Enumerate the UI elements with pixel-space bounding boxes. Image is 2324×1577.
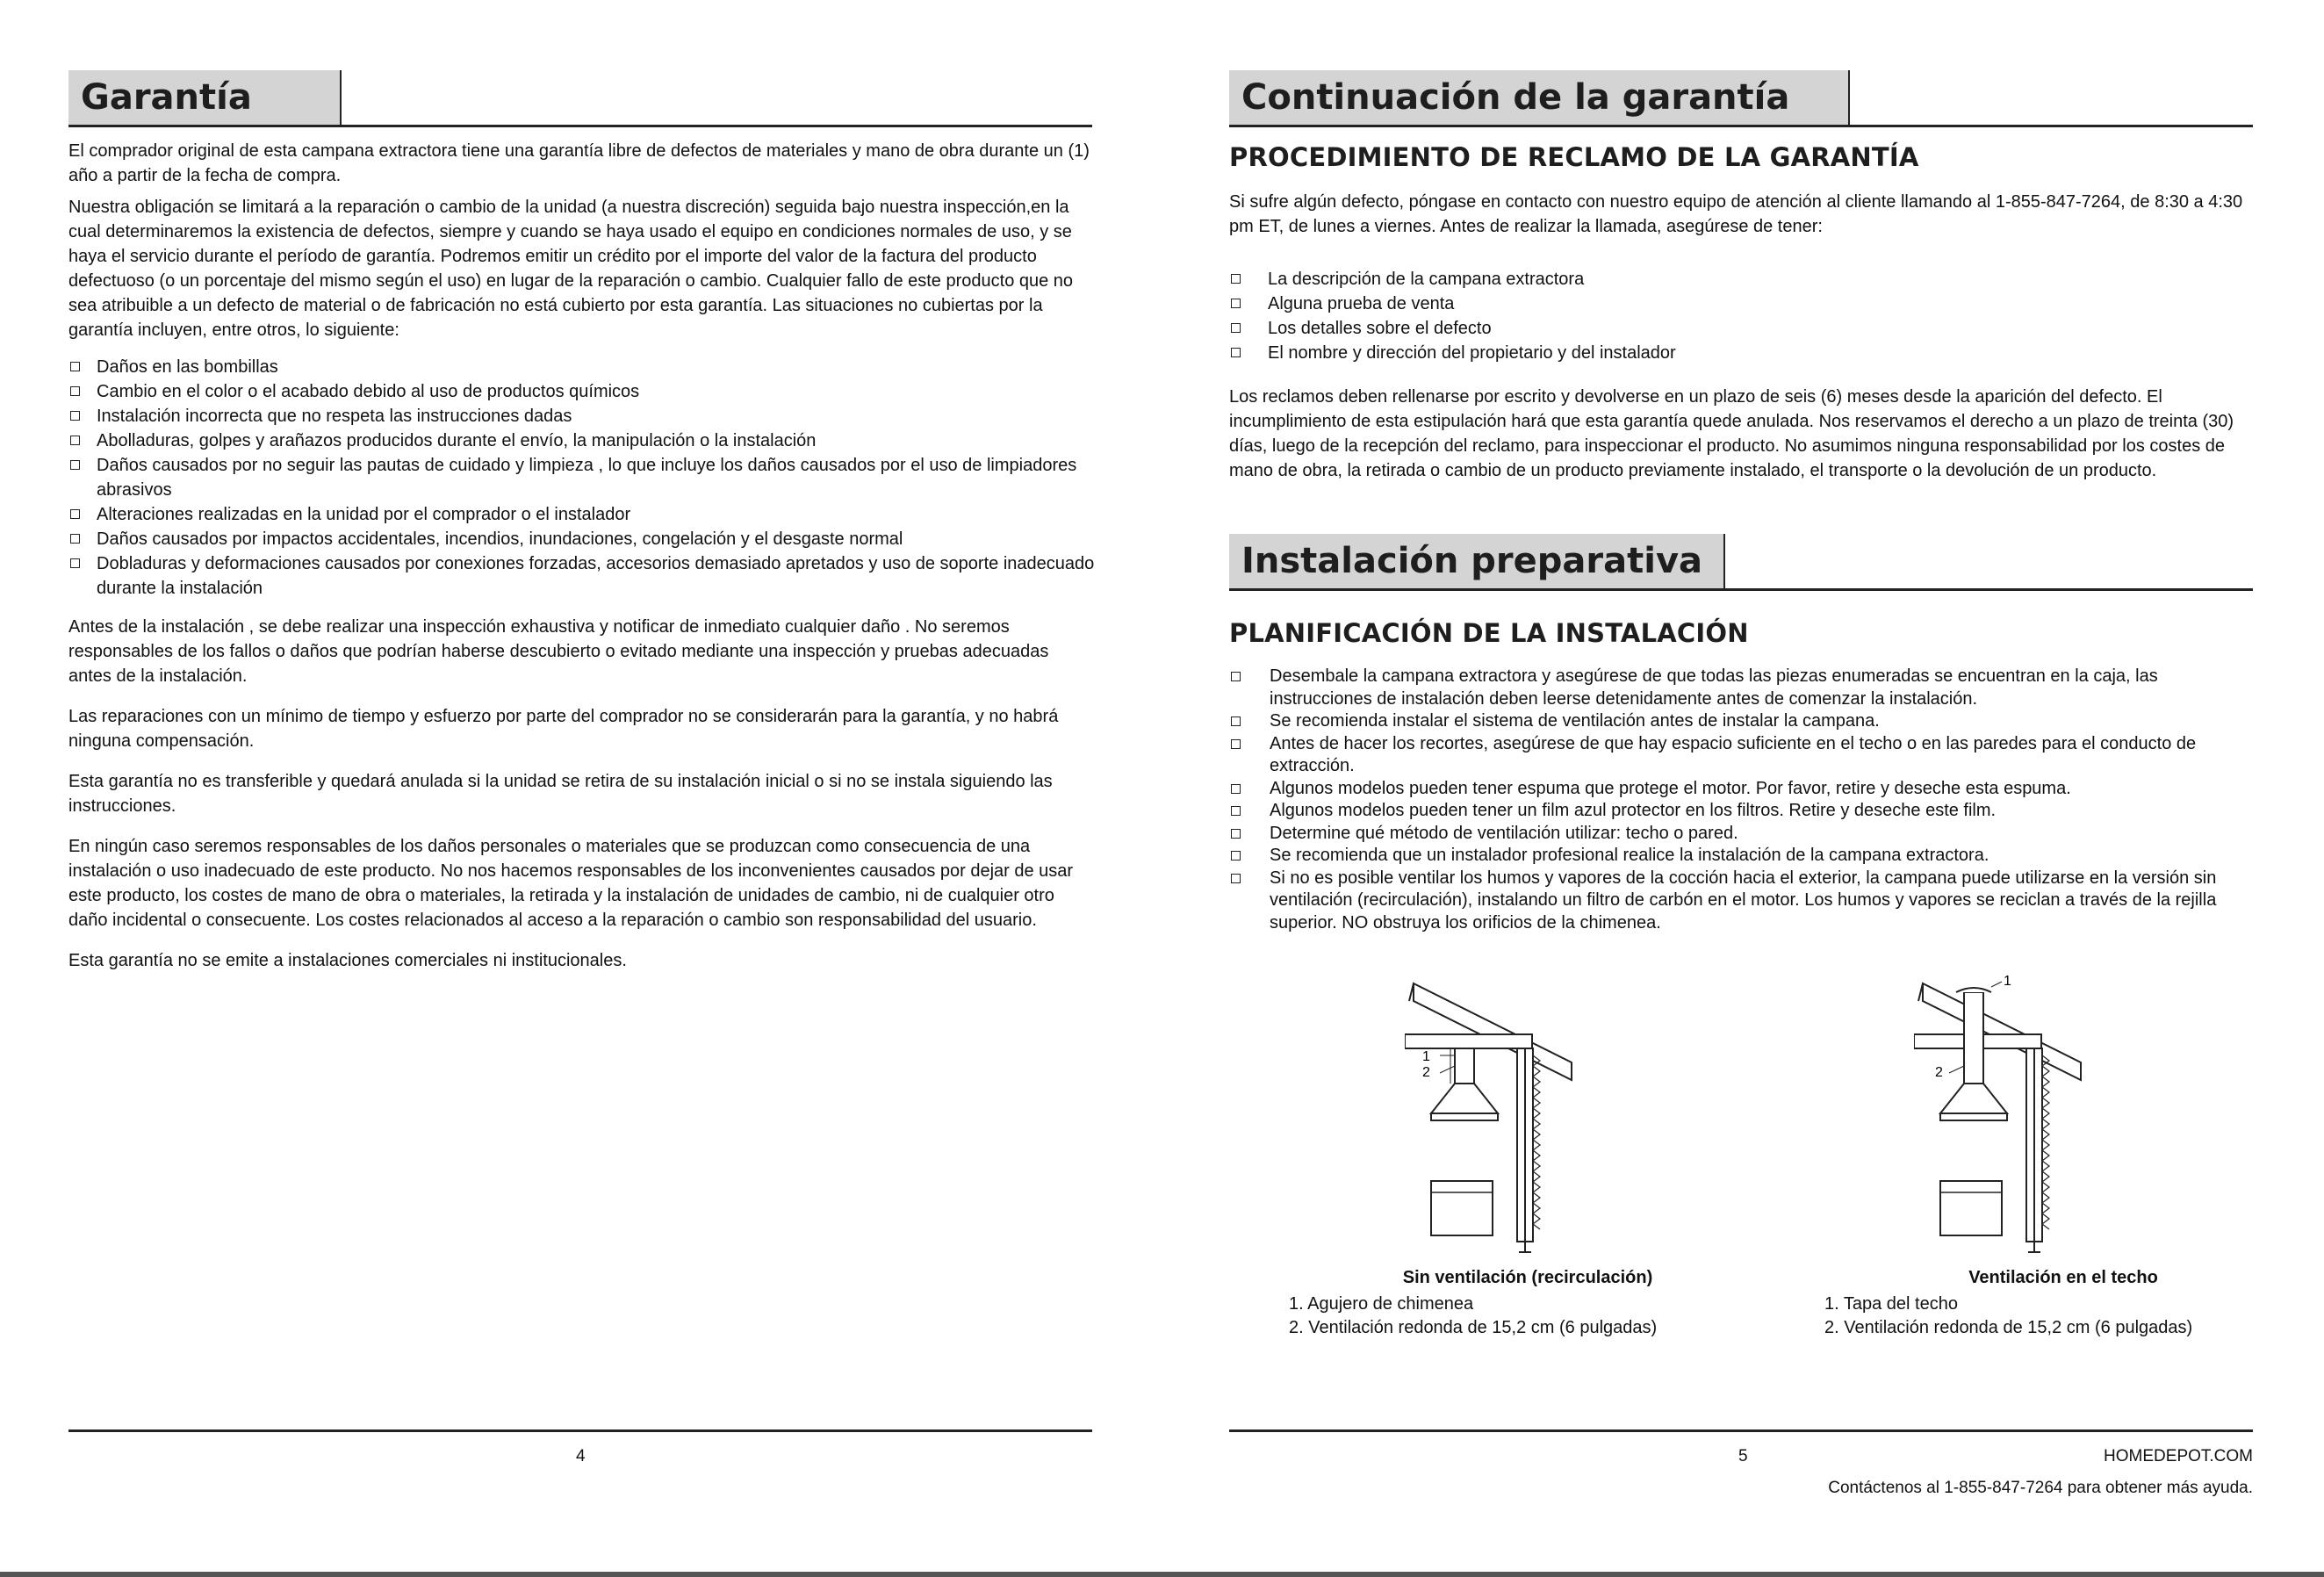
list-item: Desembale la campana extractora y asegúrese de que todas las piezas enumeradas se encuentran en la caja, las instrucciones de instalación deben leerse detenidamente antes de comenzar la instalación. <box>1229 666 2256 710</box>
warranty-obligation: Nuestra obligación se limitará a la reparación o cambio de la unidad (a nuestra discreción) seguida bajo nuestra inspección,en la cual determinaremos la existencia de defectos, siempre y cuando se haya usado el equipo en condiciones normales de uso, y se haya el servicio durante el período de garantía. Podremos emitir un crédito por el importe del valor de la factura del producto defectuoso (o un porcentaje del mismo según el uso) en lugar de la reparación o cambio. Cualquier fallo de este producto que no sea atribuible a un defecto de material o de fabricación no está cubierto por esta garantía. Las situaciones no cubiertas por la garantía incluyen, entre otros, lo siguiente: <box>68 198 1074 340</box>
warranty-intro: El comprador original de esta campana extractora tiene una garantía libre de defectos de materiales y mano de obra durante un (1) año a partir de la fecha de compra. <box>68 141 1090 185</box>
transfer-paragraph: Esta garantía no es transferible y quedará anulada si la unidad se retira de su instalación inicial o si no se instala siguiendo las instrucciones. <box>68 772 1053 816</box>
section-title: Garantía <box>68 70 342 125</box>
recirculation-diagram <box>1405 975 1633 1256</box>
page-number: 4 <box>576 1447 586 1465</box>
legend-item: 1. Tapa del techo <box>1824 1294 1958 1314</box>
list-item: Se recomienda que un instalador profesional realice la instalación de la campana extractora. <box>1229 845 2256 868</box>
list-item: Si no es posible ventilar los humos y vapores de la cocción hacia el exterior, la campana puede utilizarse en la versión sin ventilación (recirculación), instalando un filtro de carbón en el motor. Los humos y vapores se reciclan a través de la rejilla superior. NO obstruya los orificios de la chimenea. <box>1229 868 2256 935</box>
list-item: Antes de hacer los recortes, asegúrese de que hay espacio suficiente en el techo o en las paredes para el conducto de extracción. <box>1229 733 2256 778</box>
callout-1: 1 <box>1422 1049 1430 1064</box>
claim-intro: Si sufre algún defecto, póngase en contacto con nuestro equipo de atención al cliente llamando al 1-855-847-7264, de 8:30 a 4:30 pm ET, de lunes a viernes. Antes de realizar la llamada, asegúrese de tener: <box>1229 192 2243 236</box>
page-number: 5 <box>1738 1447 1748 1465</box>
ceiling-vent-caption: Ventilación en el techo <box>1968 1268 2158 1287</box>
list-item: El nombre y dirección del propietario y del instalador <box>1229 341 2256 365</box>
section-header-garantia <box>68 70 1092 127</box>
repairs-paragraph: Las reparaciones con un mínimo de tiempo y esfuerzo por parte del comprador no se considerarán para la garantía, y no habrá ninguna compensación. <box>68 707 1059 751</box>
section-title: Continuación de la garantía <box>1229 70 1850 125</box>
list-item: Daños en las bombillas <box>68 355 1096 379</box>
list-item: Cambio en el color o el acabado debido al uso de productos químicos <box>68 379 1096 404</box>
page-left <box>68 0 1096 1577</box>
website-label: HOMEDEPOT.COM <box>2104 1447 2253 1465</box>
list-item: Los detalles sobre el defecto <box>1229 316 2256 341</box>
section-title: Instalación preparativa <box>1229 534 1725 588</box>
list-item: Instalación incorrecta que no respeta las instrucciones dadas <box>68 404 1096 428</box>
list-item: Abolladuras, golpes y arañazos producidos durante el envío, la manipulación o la instalación <box>68 428 1096 453</box>
bottom-bar <box>0 1572 2324 1577</box>
list-item: La descripción de la campana extractora <box>1229 267 2256 292</box>
liability-paragraph: En ningún caso seremos responsables de los daños personales o materiales que se produzcan como consecuencia de una instalación o uso inadecuado de este producto. No nos hacemos responsables de los inconvenientes causados por dejar de usar este producto, los costes de mano de obra o materiales, la retirada y la instalación de unidades de cambio, ni de cualquier otro daño incidental o consecuente. Los costes relacionados al acceso a la reparación o cambio son responsabilidad del usuario. <box>68 837 1074 930</box>
list-item: Dobladuras y deformaciones causados por conexiones forzadas, accesorios demasiado apretados y uso de soporte inadecuado durante la instalación <box>68 551 1096 601</box>
callout-1: 1 <box>2004 975 2011 989</box>
list-item: Determine qué método de ventilación utilizar: techo o pared. <box>1229 823 2256 846</box>
list-item: Daños causados por no seguir las pautas de cuidado y limpieza , lo que incluye los daños causados por el uso de limpiadores abrasivos <box>68 453 1096 502</box>
footer-divider <box>68 1429 1092 1432</box>
recirculation-legend <box>1289 1293 1657 1340</box>
callout-2: 2 <box>1935 1065 1943 1080</box>
list-item: Se recomienda instalar el sistema de ventilación antes de instalar la campana. <box>1229 710 2256 733</box>
ceiling-vent-legend <box>1824 1293 2192 1340</box>
list-item: Alteraciones realizadas en la unidad por el comprador o el instalador <box>68 502 1096 527</box>
list-item: Daños causados por impactos accidentales, incendios, inundaciones, congelación y el desgaste normal <box>68 527 1096 551</box>
planning-heading: PLANIFICACIÓN DE LA INSTALACIÓN <box>1229 618 1749 648</box>
section-header-continuacion <box>1229 70 2253 127</box>
legend-item: 2. Ventilación redonda de 15,2 cm (6 pulgadas) <box>1289 1318 1658 1337</box>
planning-list <box>1229 666 2256 934</box>
list-item: Algunos modelos pueden tener un film azul protector en los filtros. Retire y deseche este film. <box>1229 800 2256 823</box>
legend-item: 1. Agujero de chimenea <box>1289 1294 1474 1314</box>
commercial-paragraph: Esta garantía no se emite a instalaciones comerciales ni institucionales. <box>68 951 627 970</box>
exclusions-list <box>68 355 1096 601</box>
ceiling-vent-diagram <box>1914 975 2142 1256</box>
contact-line: Contáctenos al 1-855-847-7264 para obtener más ayuda. <box>1828 1479 2253 1497</box>
inspection-paragraph: Antes de la instalación , se debe realizar una inspección exhaustiva y notificar de inmediato cualquier daño . No seremos responsables de los fallos o daños que podrían haberse descubierto o evitado mediante una inspección y pruebas adecuadas antes de la instalación. <box>68 617 1049 686</box>
claim-requirements-list <box>1229 267 2256 365</box>
page-right <box>1229 0 2256 1577</box>
claim-procedure-heading: PROCEDIMIENTO DE RECLAMO DE LA GARANTÍA <box>1229 142 1919 172</box>
recirculation-caption: Sin ventilación (recirculación) <box>1402 1268 1653 1287</box>
footer-divider <box>1229 1429 2253 1432</box>
warranty-body <box>68 139 1096 973</box>
legend-item: 2. Ventilación redonda de 15,2 cm (6 pulgadas) <box>1824 1318 2193 1337</box>
list-item: Algunos modelos pueden tener espuma que protege el motor. Por favor, retire y deseche esta espuma. <box>1229 778 2256 801</box>
list-item: Alguna prueba de venta <box>1229 292 2256 316</box>
claim-conditions: Los reclamos deben rellenarse por escrito y devolverse en un plazo de seis (6) meses desde la aparición del defecto. El incumplimiento de esta estipulación hará que esta garantía quede anulada. Nos reservamos el derecho a un plazo de treinta (30) días, luego de la recepción del reclamo, para inspeccionar el producto. No asumimos ninguna responsabilidad por los costes de mano de obra, la retirada o cambio de un producto previamente instalado, el transporte o la devolución de un producto. <box>1229 387 2234 480</box>
section-header-instalacion <box>1229 534 2253 591</box>
callout-2: 2 <box>1422 1065 1430 1080</box>
